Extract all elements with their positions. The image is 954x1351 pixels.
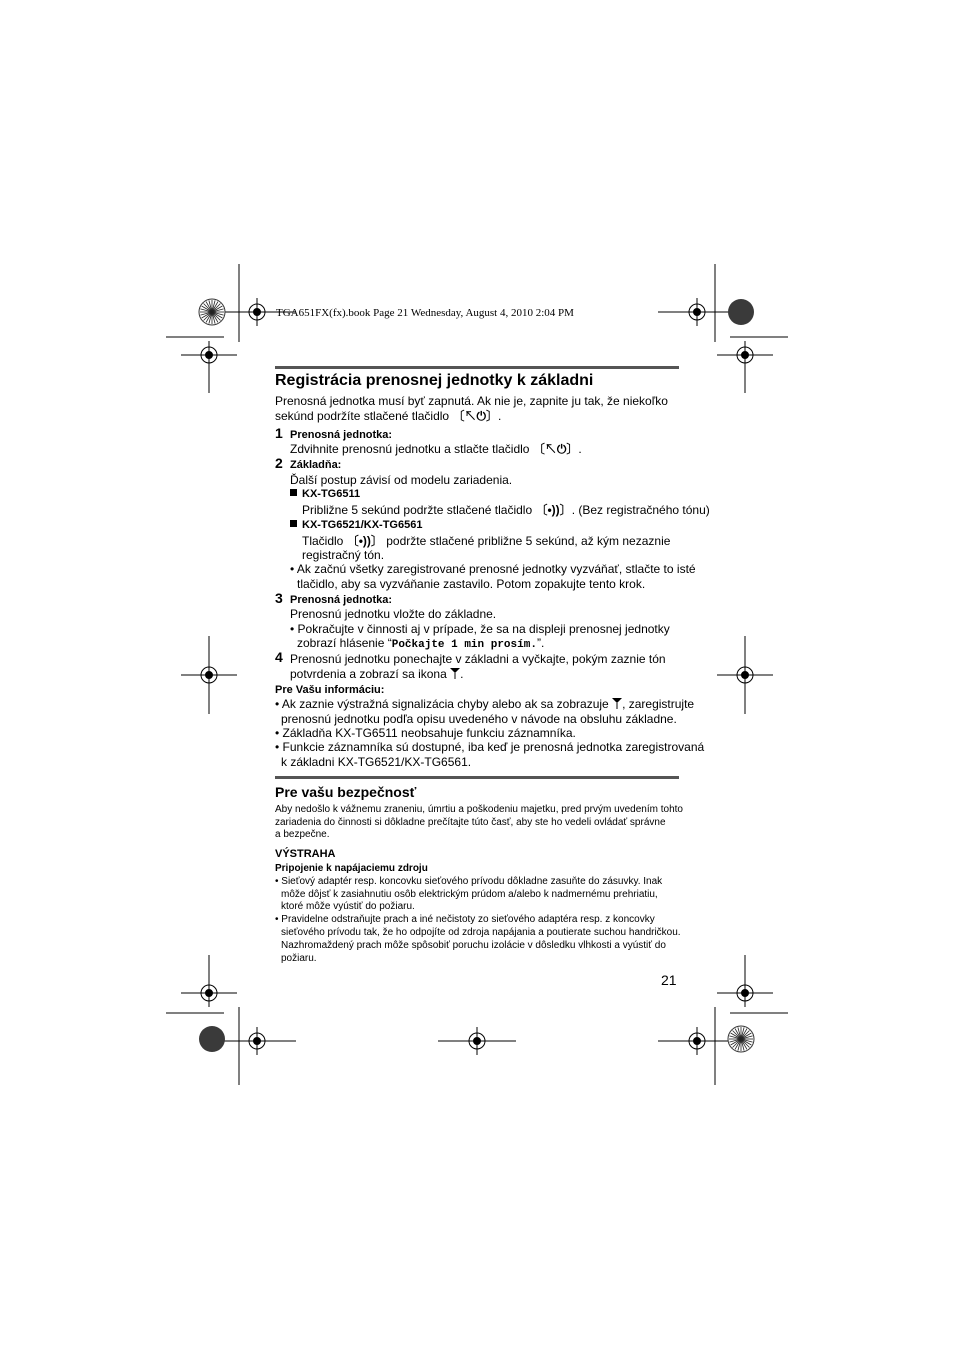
step-title: Základňa: xyxy=(290,459,342,471)
step-number: 4 xyxy=(275,649,283,665)
note-text: • Ak začnú všetky zaregistrované prenosné jednotky vyzváňať, stlačte to isté xyxy=(290,562,696,576)
info-line: k základni KX-TG6521/KX-TG6561. xyxy=(281,755,472,769)
safety-subheading: Pripojenie k napájaciemu zdroju xyxy=(275,863,428,874)
note-text: tlačidlo, aby sa vyzváňanie zastavilo. Potom zopakujte tento krok. xyxy=(297,577,646,591)
display-message: Počkajte 1 min prosím. xyxy=(391,639,537,651)
page-number: 21 xyxy=(661,972,677,988)
safety-bullet: Nazhromaždený prach môže spôsobiť poruchu izolácie v dôsledku vlhkosti a vyústiť do xyxy=(281,940,666,951)
safety-intro: a bezpečne. xyxy=(275,829,330,840)
power-icon: 〔↖⏻〕 xyxy=(532,442,579,456)
safety-intro: zariadenia do činnosti si dôkladne prečítajte túto časť, aby ste ho vedeli ovládať správne xyxy=(275,817,666,828)
step-title: Prenosná jednotka: xyxy=(290,429,393,441)
section-rule xyxy=(275,366,679,369)
safety-intro: Aby nedošlo k vážnemu zraneniu, úmrtiu a poškodeniu majetku, pred prvým uvedením tohto xyxy=(275,804,683,815)
safety-bullet: požiaru. xyxy=(281,953,317,964)
square-bullet-icon xyxy=(290,520,297,527)
model-heading: KX-TG6521/KX-TG6561 xyxy=(290,518,422,533)
intro-line-2: sekúnd podržíte stlačené tlačidlo 〔↖⏻〕. xyxy=(275,409,502,423)
locator-icon: 〔•))〕 xyxy=(346,534,383,548)
info-line: • Základňa KX-TG6511 neobsahuje funkciu záznamníka. xyxy=(275,726,576,740)
step-number: 3 xyxy=(275,590,283,606)
antenna-icon xyxy=(450,668,460,679)
step-text: Prenosnú jednotku vložte do základne. xyxy=(290,607,497,621)
model-heading: KX-TG6511 xyxy=(290,487,360,502)
safety-bullet: ktoré môže vyústiť do požiaru. xyxy=(281,901,415,912)
note-text: zobrazí hlásenie “Počkajte 1 min prosím.”. xyxy=(297,636,545,651)
safety-bullet: • Pravidelne odstraňujte prach a iné nečistoty zo sieťového adaptéra resp. z koncovky xyxy=(275,914,655,925)
step-text: potvrdenia a zobrazí sa ikona . xyxy=(290,667,464,681)
square-bullet-icon xyxy=(290,489,297,496)
step-text: Zdvihnite prenosnú jednotku a stlačte tlačidlo 〔↖⏻〕. xyxy=(290,442,582,456)
step-title: Prenosná jednotka: xyxy=(290,594,393,606)
section-rule xyxy=(275,776,679,779)
file-info-header: TGA651FX(fx).book Page 21 Wednesday, August 4, 2010 2:04 PM xyxy=(276,307,574,319)
section-title-safety: Pre vašu bezpečnosť xyxy=(275,784,417,800)
section-title-registration: Registrácia prenosnej jednotky k základni xyxy=(275,372,594,389)
info-line: • Ak zaznie výstražná signalizácia chyby alebo ak sa zobrazuje , zaregistrujte xyxy=(275,697,695,711)
model-text: Približne 5 sekúnd podržte stlačené tlačidlo 〔•))〕. (Bez registračného tónu) xyxy=(302,503,710,517)
step-text: Prenosnú jednotku ponechajte v základni a vyčkajte, pokým zaznie tón xyxy=(290,652,666,666)
info-title: Pre Vašu informáciu: xyxy=(275,684,385,696)
step-number: 1 xyxy=(275,425,283,441)
model-text: registračný tón. xyxy=(302,548,385,562)
info-line: prenosnú jednotku podľa opisu uvedeného v návode na obsluhu základne. xyxy=(281,712,677,726)
info-line: • Funkcie záznamníka sú dostupné, iba keď je prenosná jednotka zaregistrovaná xyxy=(275,740,705,754)
note-text: • Pokračujte v činnosti aj v prípade, že sa na displeji prenosnej jednotky xyxy=(290,622,670,636)
locator-icon: 〔•))〕 xyxy=(535,503,572,517)
safety-bullet: • Sieťový adaptér resp. koncovku sieťového prívodu dôkladne zasuňte do zásuvky. Inak xyxy=(275,876,663,887)
safety-bullet: sieťového prívodu tak, že ho odpojíte od zdroja napájania a poutierate suchou handričkou. xyxy=(281,927,681,938)
safety-bullet: môže dôjsť k zasiahnutiu osôb elektrickým prúdom a/alebo k nadmernému prehriatiu, xyxy=(281,889,658,900)
warning-heading: VÝSTRAHA xyxy=(275,848,336,860)
antenna-icon xyxy=(612,698,622,709)
step-number: 2 xyxy=(275,455,283,471)
model-text: Tlačidlo 〔•))〕 podržte stlačené približne 5 sekúnd, až kým nezaznie xyxy=(302,534,671,548)
step-text: Ďalší postup závisí od modelu zariadenia. xyxy=(290,473,513,487)
power-icon: 〔↖⏻〕 xyxy=(452,409,498,423)
intro-line-1: Prenosná jednotka musí byť zapnutá. Ak nie je, zapnite ju tak, že niekoľko xyxy=(275,394,668,408)
